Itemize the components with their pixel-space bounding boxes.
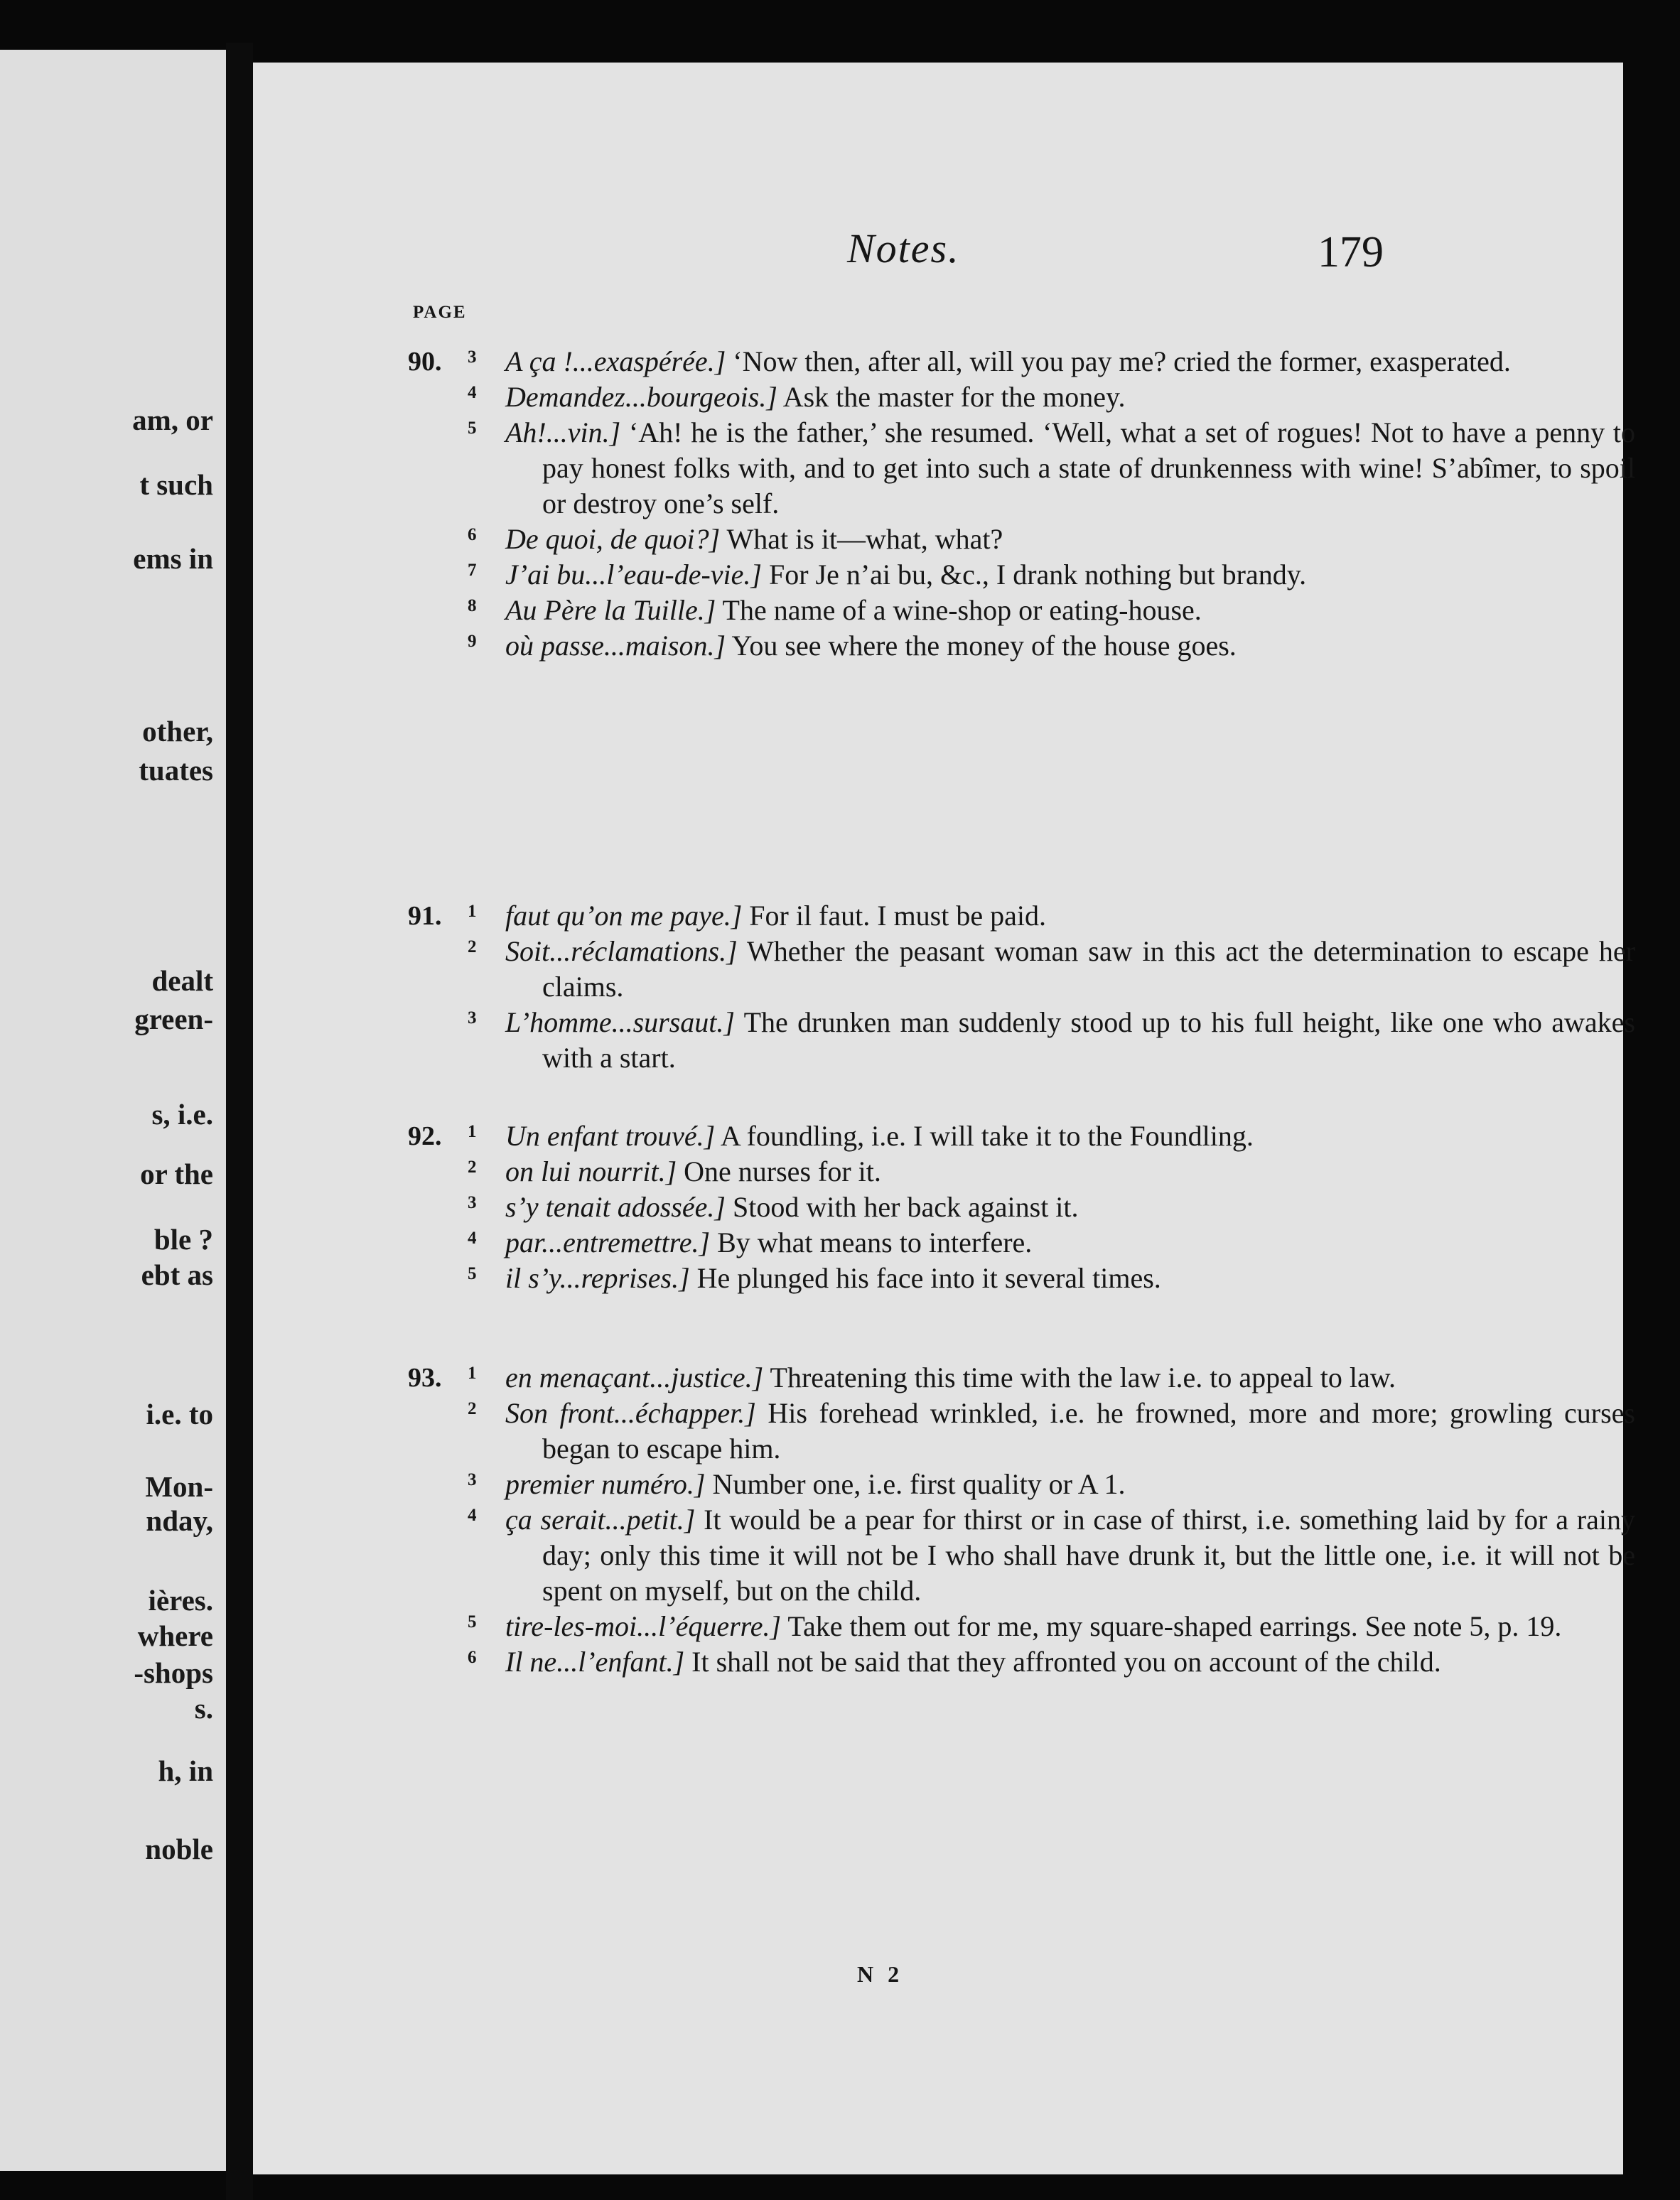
note-text: His forehead wrinkled, i.e. he frowned, more and more; growling curses began to escape him. <box>542 1397 1635 1465</box>
note-text: Ask the master for the money. <box>777 381 1126 413</box>
note-text: ‘Now then, after all, will you pay me? cried the former, exasperated. <box>726 345 1511 377</box>
notes-page <box>253 63 1635 2174</box>
note-text: Stood with her back against it. <box>725 1191 1079 1223</box>
note-number: 1 <box>468 1122 477 1141</box>
note-number: 7 <box>468 561 477 580</box>
note-lemma: par...entremettre.] <box>505 1226 711 1258</box>
facing-line: -shops <box>134 1656 213 1689</box>
facing-line: tuates <box>139 754 213 787</box>
note-number: 9 <box>468 632 477 651</box>
note-text: Threatening this time with the law i.e. to appeal to law. <box>763 1361 1396 1393</box>
note-text: It shall not be said that they affronted you on account of the child. <box>684 1646 1441 1678</box>
facing-line: ebt as <box>141 1258 213 1291</box>
note-lemma: Ah!...vin.] <box>505 416 621 448</box>
facing-line: ières. <box>148 1584 213 1617</box>
note-number: 4 <box>468 1229 477 1248</box>
facing-line: other, <box>142 715 213 748</box>
note <box>253 1190 1623 1225</box>
note-text: For Je n’ai bu, &c., I drank nothing but brandy. <box>761 559 1307 591</box>
book-gutter <box>226 43 253 2200</box>
note-lemma: premier numéro.] <box>505 1468 706 1500</box>
page-number: 179 <box>1318 228 1384 276</box>
note-lemma: J’ai bu...l’eau-de-vie.] <box>505 559 762 591</box>
note-lemma: Son front...échapper.] <box>505 1397 756 1429</box>
note-number: 6 <box>468 1648 477 1667</box>
note-lemma: ça serait...petit.] <box>505 1504 696 1536</box>
note <box>253 1360 1623 1396</box>
facing-line: ems in <box>133 542 213 575</box>
signature-mark: N 2 <box>857 1961 904 1987</box>
notes-entry <box>253 344 1635 664</box>
note-number: 4 <box>468 383 477 402</box>
note-lemma: De quoi, de quoi?] <box>505 523 721 555</box>
note <box>253 557 1623 593</box>
note-lemma: L’homme...sursaut.] <box>505 1006 735 1038</box>
note-lemma: Il ne...l’enfant.] <box>505 1646 685 1678</box>
note-text: One nurses for it. <box>677 1155 881 1187</box>
note-number: 3 <box>468 1193 477 1212</box>
note <box>253 1005 1635 1076</box>
facing-line: am, or <box>132 404 213 436</box>
note <box>253 1154 1623 1190</box>
note-number: 6 <box>468 525 477 544</box>
note <box>253 1644 1623 1680</box>
note <box>253 934 1635 1005</box>
note-number: 8 <box>468 596 477 615</box>
note-number: 3 <box>468 347 477 367</box>
note-text: Whether the peasant woman saw in this act the determination to escape her claims. <box>542 935 1635 1003</box>
note-number: 3 <box>468 1470 477 1489</box>
note <box>253 379 1623 415</box>
page-reference: 92. <box>408 1121 442 1151</box>
note-number: 5 <box>468 1264 477 1283</box>
note <box>253 522 1623 557</box>
facing-line: i.e. to <box>146 1398 213 1430</box>
note-number: 3 <box>468 1008 477 1028</box>
note <box>253 1467 1623 1502</box>
note-lemma: A ça !...exaspérée.] <box>505 345 726 377</box>
note <box>253 1261 1623 1296</box>
notes-entry <box>253 1118 1623 1296</box>
note-number: 5 <box>468 1612 477 1632</box>
notes-entry <box>253 898 1635 1076</box>
note <box>253 1396 1635 1467</box>
note <box>253 593 1623 628</box>
note-lemma: faut qu’on me paye.] <box>505 900 743 932</box>
note-lemma: Au Père la Tuille.] <box>505 594 716 626</box>
note <box>253 415 1635 522</box>
note-lemma: s’y tenait adossée.] <box>505 1191 726 1223</box>
note-text: You see where the money of the house goes. <box>726 630 1237 662</box>
note-number: 1 <box>468 1364 477 1383</box>
note-lemma: en menaçant...justice.] <box>505 1361 764 1393</box>
note-text: The name of a wine-shop or eating-house. <box>716 594 1202 626</box>
facing-line: nday, <box>146 1504 213 1537</box>
note <box>253 1118 1623 1154</box>
facing-line: green- <box>134 1003 213 1035</box>
note-number: 2 <box>468 1399 477 1418</box>
note-lemma: Un enfant trouvé.] <box>505 1120 716 1152</box>
notes-entry <box>253 1360 1635 1680</box>
note-text: A foundling, i.e. I will take it to the Foundling. <box>715 1120 1254 1152</box>
facing-line: dealt <box>151 964 213 997</box>
note-number: 2 <box>468 937 477 956</box>
facing-line: where <box>137 1619 213 1652</box>
note-text: By what means to interfere. <box>710 1226 1033 1258</box>
facing-line: ble ? <box>154 1223 213 1256</box>
note-text: For il faut. I must be paid. <box>742 900 1046 932</box>
note <box>253 898 1623 934</box>
note-number: 2 <box>468 1158 477 1177</box>
note-lemma: Demandez...bourgeois.] <box>505 381 777 413</box>
facing-page <box>0 50 226 2171</box>
facing-line: t such <box>139 468 213 501</box>
note <box>253 1225 1623 1261</box>
facing-line: s, i.e. <box>151 1098 213 1131</box>
note <box>253 628 1623 664</box>
note-text: What is it—what, what? <box>720 523 1003 555</box>
page-column-label: PAGE <box>413 303 467 322</box>
note-text: The drunken man suddenly stood up to his full height, like one who awakes with a start. <box>542 1006 1635 1074</box>
note-number: 1 <box>468 902 477 921</box>
note-lemma: Soit...réclamations.] <box>505 935 738 967</box>
note-text: ‘Ah! he is the father,’ she resumed. ‘Well, what a set of rogues! Not to have a penny to pay honest folks with, and to get into such a state of drunkenness with wine! S’abîmer, to spoil or destroy one’s self. <box>542 416 1635 519</box>
note-text: Take them out for me, my square-shaped earrings. See note 5, p. 19. <box>781 1610 1562 1642</box>
facing-line: h, in <box>158 1754 213 1787</box>
facing-line: noble <box>145 1833 213 1865</box>
page-reference: 93. <box>408 1363 442 1393</box>
facing-line: or the <box>140 1158 213 1190</box>
note-lemma: où passe...maison.] <box>505 630 726 662</box>
facing-line: Mon- <box>145 1470 213 1503</box>
note-number: 4 <box>468 1506 477 1525</box>
note-text: It would be a pear for thirst or in case of thirst, i.e. something laid by for a rainy day; only this time it will not be I who shall have drunk it, but the little one, i.e. it will not be spent on myself, but on the child. <box>542 1504 1635 1607</box>
note-number: 5 <box>468 419 477 438</box>
note-text: Number one, i.e. first quality or A 1. <box>705 1468 1126 1500</box>
facing-line: s. <box>194 1692 213 1725</box>
note-lemma: on lui nourrit.] <box>505 1155 677 1187</box>
note-lemma: tire-les-moi...l’équerre.] <box>505 1610 782 1642</box>
note-text: He plunged his face into it several times. <box>689 1262 1161 1294</box>
running-head: Notes. <box>847 225 960 271</box>
page-reference: 90. <box>408 347 442 377</box>
note <box>253 344 1623 379</box>
note <box>253 1502 1635 1609</box>
page-reference: 91. <box>408 901 442 931</box>
note <box>253 1609 1623 1644</box>
note-lemma: il s’y...reprises.] <box>505 1262 690 1294</box>
